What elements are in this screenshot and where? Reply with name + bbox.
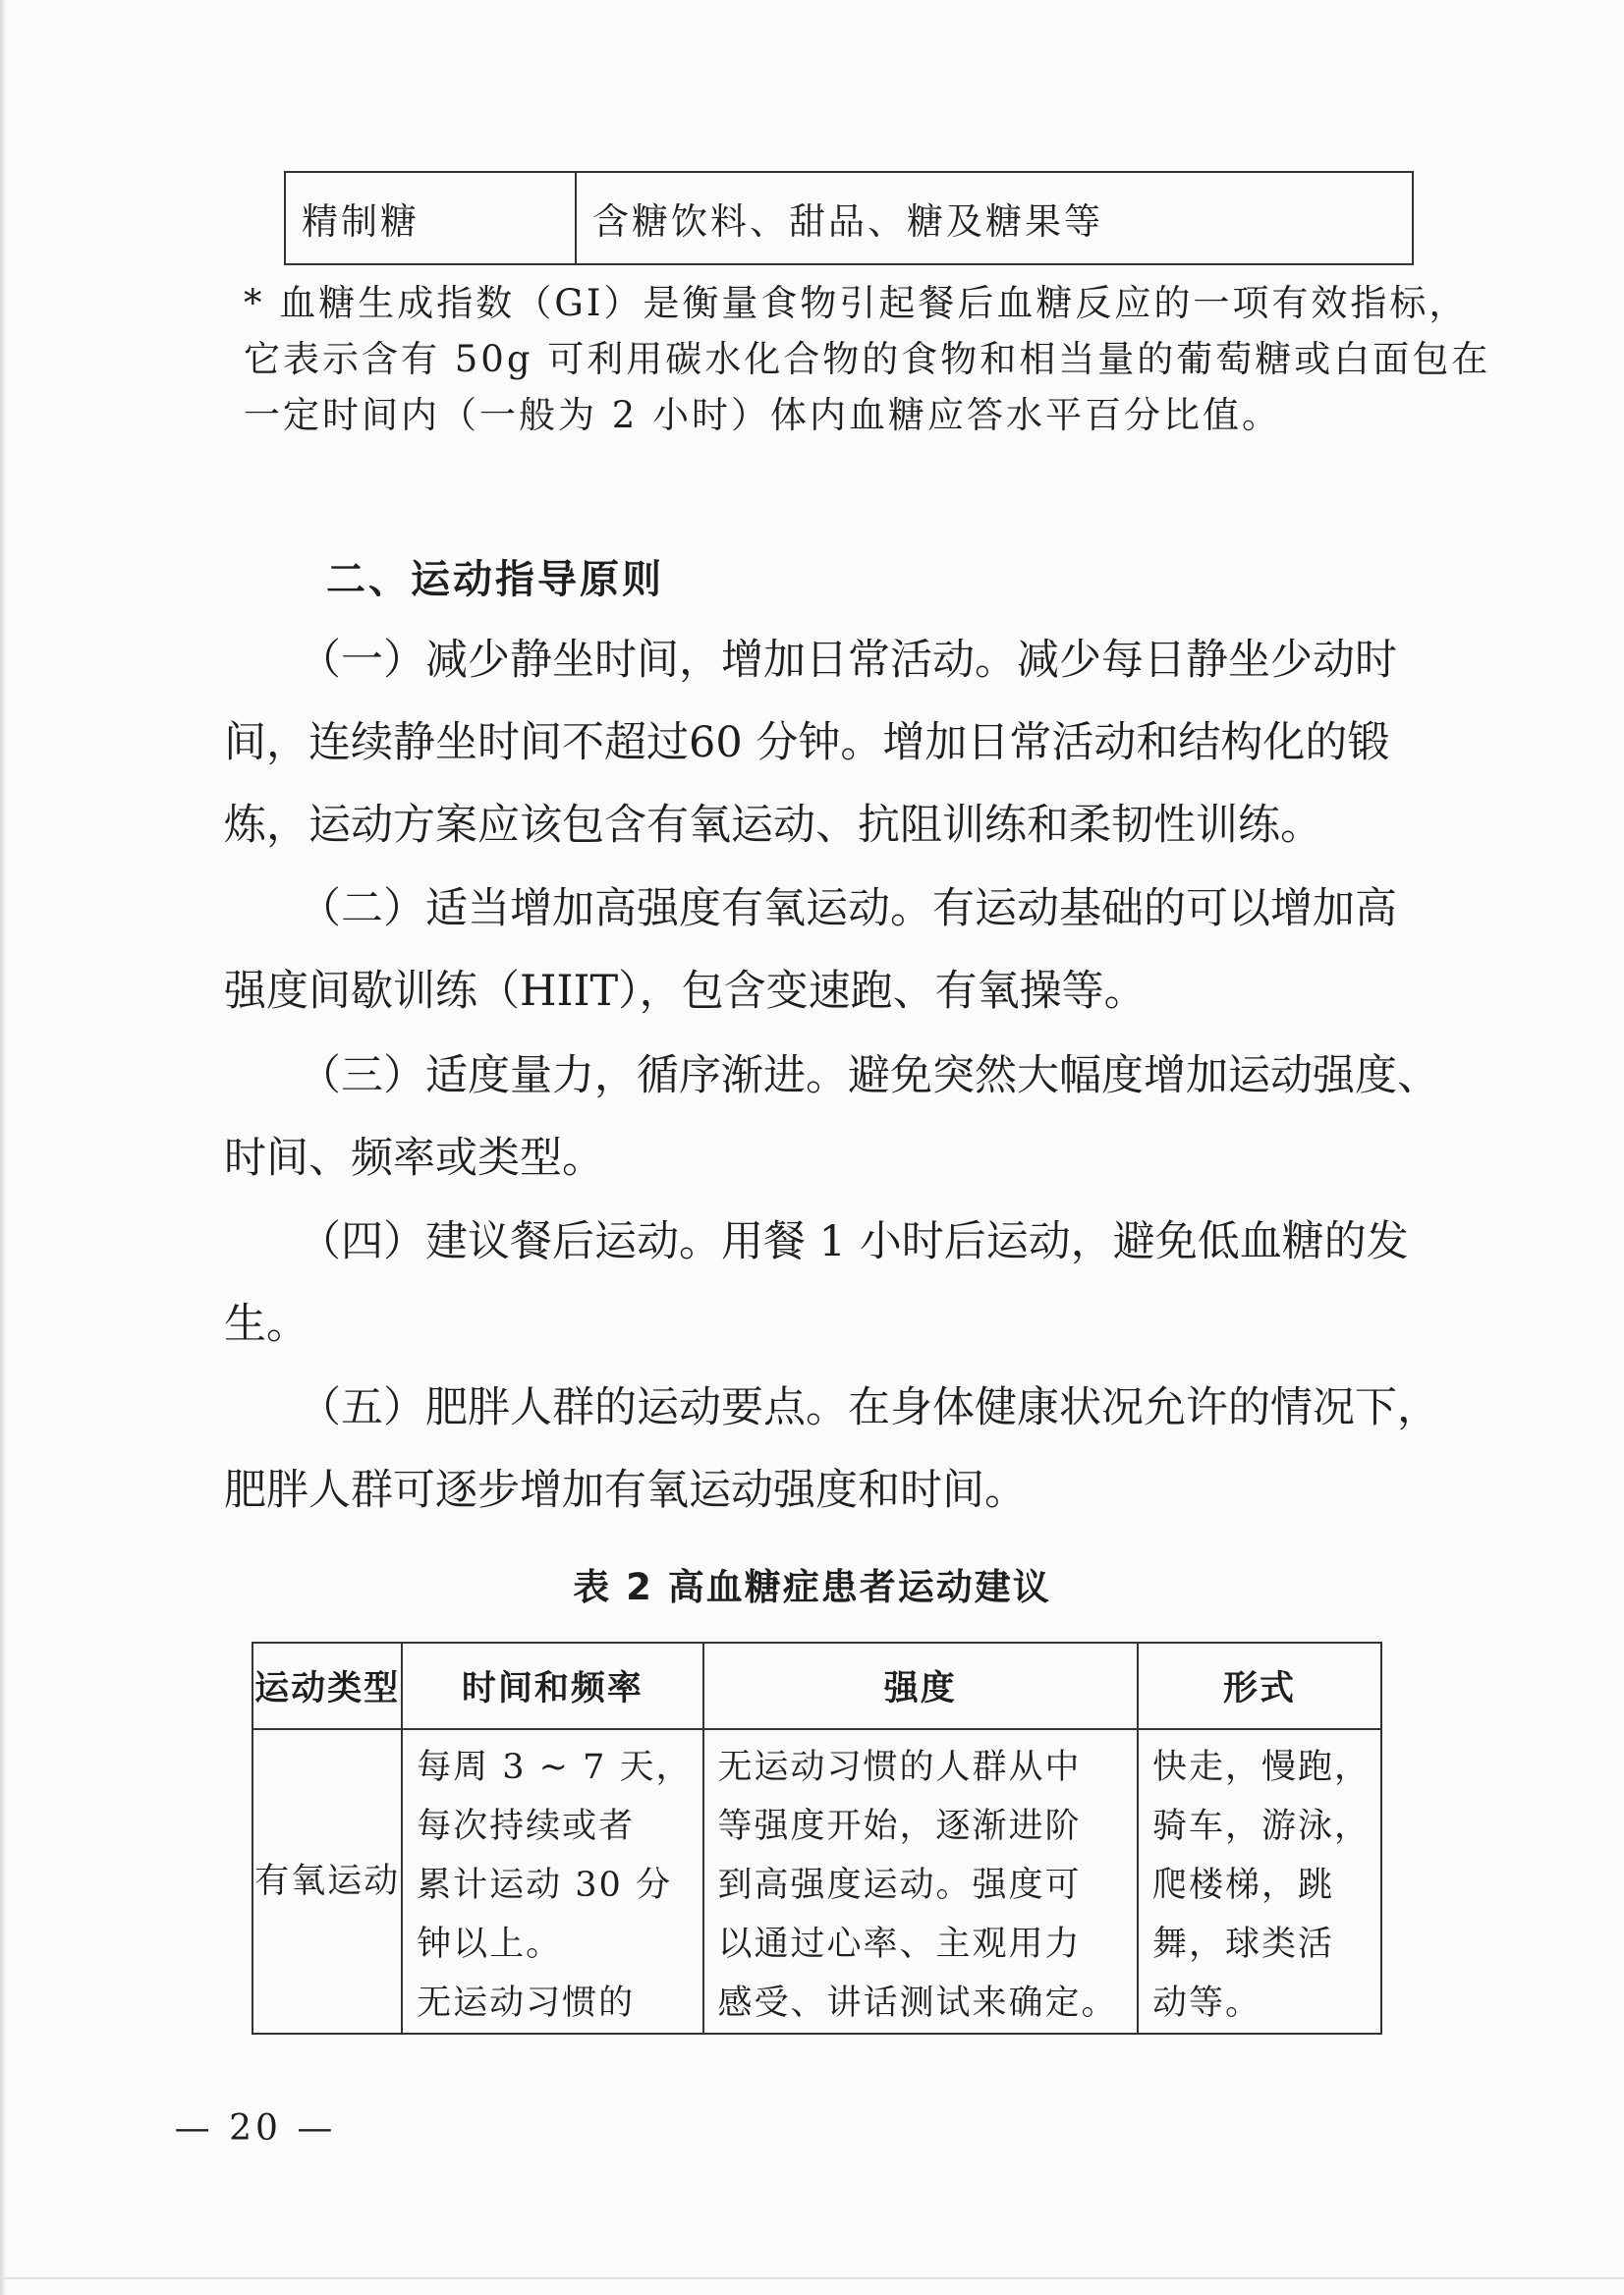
cell-line: 到高强度运动。强度可 [717,1866,1082,1905]
paragraph-1 [224,619,1442,867]
food-examples-cell: 含糖饮料、甜品、糖及糖果等 [576,172,1413,264]
cell-line: 动等。 [1151,1984,1261,2023]
column-header: 时间和频率 [402,1643,702,1729]
cell-line: 舞，球类活 [1151,1925,1334,1964]
table-row [285,172,1413,264]
paragraph-line: （五）肥胖人群的运动要点。在身体健康状况允许的情况下， [299,1383,1439,1432]
cell-line: 感受、讲话测试来确定。 [717,1984,1118,2023]
cell-line: 爬楼梯，跳 [1151,1866,1334,1905]
cell-line: 无运动习惯的人群从中 [717,1748,1082,1787]
column-header: 形式 [1138,1643,1381,1729]
intensity-cell [703,1729,1138,2034]
column-header: 强度 [703,1643,1138,1729]
paragraph-line: 间，连续静坐时间不超过60 分钟。增加日常活动和结构化的锻 [224,718,1390,767]
paragraph-line: （四）建议餐后运动。用餐 1 小时后运动，避免低血糖的发 [299,1217,1409,1266]
paragraph-line: 肥胖人群可逐步增加有氧运动强度和时间。 [224,1466,1027,1515]
cell-line: 钟以上。 [417,1925,563,1964]
gi-footnote [244,275,1491,443]
cell-line: 每周 3 ~ 7 天， [417,1748,693,1787]
time-frequency-cell [402,1729,702,2034]
table-caption: 表 2 高血糖症患者运动建议 [573,1566,1051,1608]
food-category-cell: 精制糖 [285,172,576,264]
cell-line: 快走，慢跑， [1151,1748,1371,1787]
exercise-table [252,1642,1382,2035]
paragraph-line: 生。 [224,1300,308,1349]
page-number: — 20 — [174,2108,337,2149]
paragraph-5 [224,1367,1442,1532]
footnote-line: 它表示含有 50g 可利用碳水化合物的食物和相当量的葡萄糖或白面包在 [244,338,1491,380]
paragraph-line: （二）适当增加高强度有氧运动。有运动基础的可以增加高 [299,884,1397,933]
exercise-type-cell: 有氧运动 [252,1729,402,2034]
table-row [252,1729,1381,2034]
table-header-row [252,1643,1381,1729]
cell-line: 累计运动 30 分 [417,1866,672,1905]
scan-edge [0,0,6,2295]
footnote-line: * 血糖生成指数（GI）是衡量食物引起餐后血糖反应的一项有效指标， [244,282,1469,324]
paragraph-line: （一）减少静坐时间，增加日常活动。减少每日静坐少动时 [299,636,1397,685]
column-header: 运动类型 [252,1643,402,1729]
paragraph-2 [224,868,1442,1033]
cell-line: 每次持续或者 [417,1807,636,1846]
scan-edge-bottom [0,2277,1624,2279]
form-cell [1138,1729,1381,2034]
footnote-line: 一定时间内（一般为 2 小时）体内血糖应答水平百分比值。 [244,394,1282,436]
paragraph-line: 强度间歇训练（HIIT），包含变速跑、有氧操等。 [224,967,1147,1016]
cell-line: 以通过心率、主观用力 [717,1925,1082,1964]
section-heading: 二、运动指导原则 [326,557,664,602]
food-table-fragment [284,171,1414,265]
paragraph-line: 炼，运动方案应该包含有氧运动、抗阻训练和柔韧性训练。 [224,801,1322,850]
cell-line: 等强度开始，逐渐进阶 [717,1807,1082,1846]
cell-line: 骑车，游泳， [1151,1807,1371,1846]
paragraph-line: （三）适度量力，循序渐进。避免突然大幅度增加运动强度、 [299,1051,1439,1100]
cell-line: 无运动习惯的 [417,1984,636,2023]
paragraph-3 [224,1035,1442,1200]
paragraph-line: 时间、频率或类型。 [224,1134,604,1183]
paragraph-4 [224,1201,1442,1366]
